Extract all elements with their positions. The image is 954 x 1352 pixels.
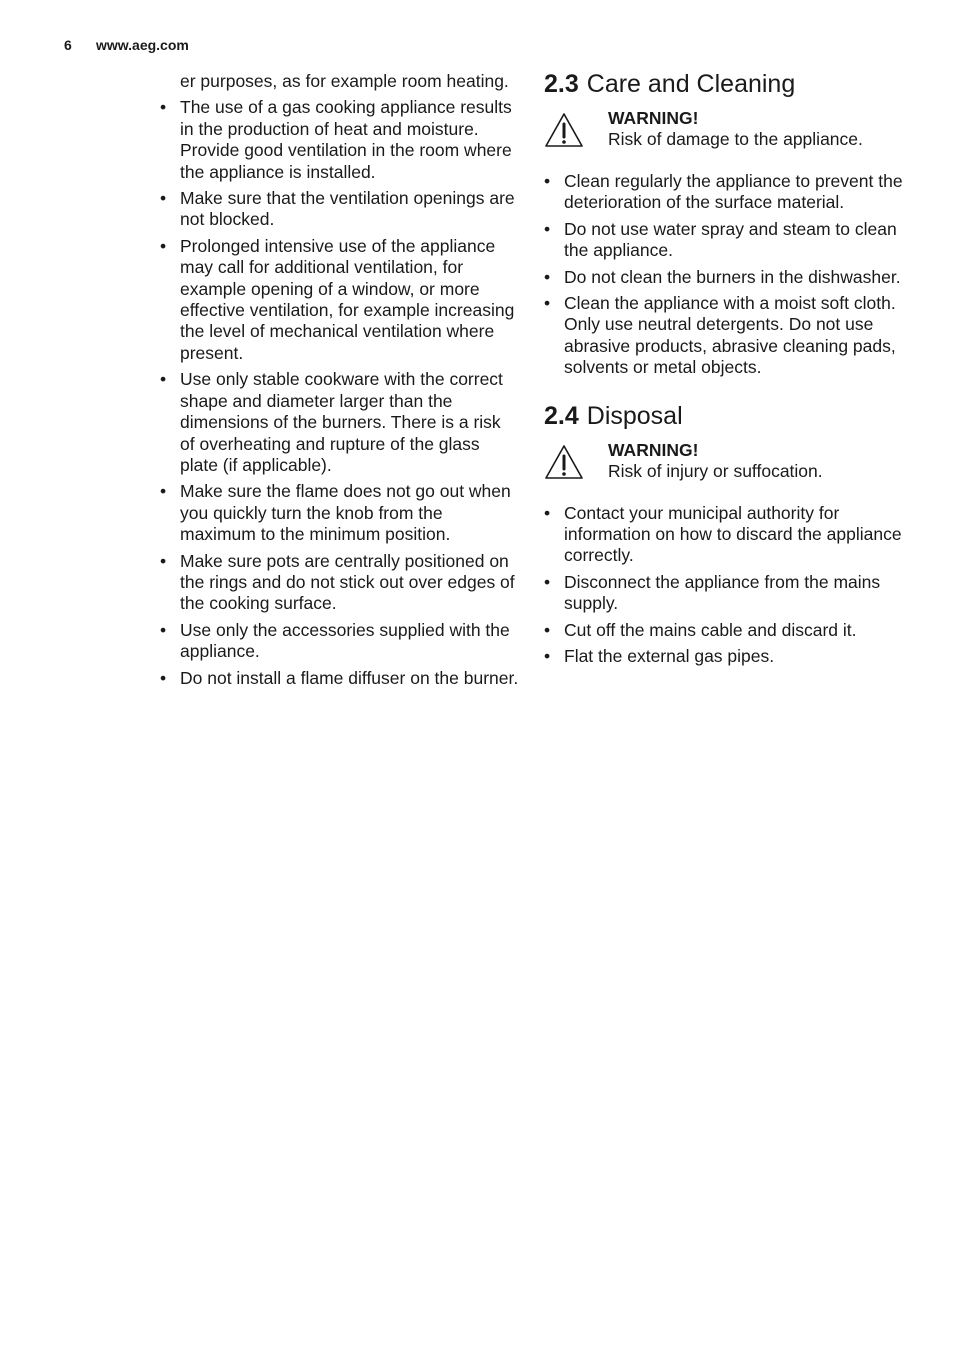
- list-item: • Contact your municipal authority for information on how to discard the appliance correctly.: [544, 502, 902, 566]
- section-number: 2.4: [544, 401, 579, 430]
- bullet-icon: •: [160, 550, 167, 571]
- care-list: [544, 171, 904, 379]
- warning-triangle-icon: [544, 444, 584, 480]
- section-number: 2.3: [544, 70, 579, 98]
- bullet-icon: •: [544, 293, 551, 314]
- bullet-icon: •: [544, 619, 551, 640]
- list-item: • Do not install a flame diffuser on the burner.: [160, 667, 519, 688]
- list-item: • Do not use water spray and steam to clean the appliance.: [544, 218, 897, 261]
- page-header: [64, 37, 189, 53]
- warning-text: Risk of injury or suffocation.: [608, 461, 823, 482]
- list-item: • Flat the external gas pipes.: [544, 646, 775, 667]
- list-item: • Cut off the mains cable and discard it.: [544, 619, 857, 640]
- list-item: • Clean regularly the appliance to prevent the deterioration of the surface material.: [544, 171, 903, 213]
- list-item: • The use of a gas cooking appliance results in the production of heat and moisture. Provide good ventilation in the room where the appliance is installed.: [160, 97, 512, 182]
- warning-box: [544, 108, 904, 154]
- left-column: [160, 71, 520, 694]
- bullet-icon: •: [160, 369, 167, 390]
- list-item: • Prolonged intensive use of the appliance may call for additional ventilation, for example opening of a window, or more effective ventilation, for example increasing the level of mechanical ventilation where present.: [160, 235, 515, 363]
- warning-title: WARNING!: [608, 439, 699, 460]
- section-heading: [544, 400, 904, 432]
- list-item: • Use only the accessories supplied with the appliance.: [160, 619, 510, 662]
- bullet-icon: •: [544, 502, 551, 523]
- warning-box: [544, 440, 904, 486]
- list-item: • Clean the appliance with a moist soft cloth. Only use neutral detergents. Do not use abrasive products, abrasive cleaning pads, solvents or metal objects.: [544, 293, 896, 378]
- bullet-icon: •: [160, 188, 167, 209]
- bullet-icon: •: [160, 667, 167, 688]
- safety-list: [160, 97, 520, 689]
- list-item: • Use only stable cookware with the correct shape and diameter larger than the dimensions of the burners. There is a risk of overheating and rupture of the glass plate (if applicable).: [160, 369, 503, 475]
- section-heading: [544, 68, 904, 100]
- bullet-icon: •: [544, 218, 551, 239]
- list-item: • Make sure that the ventilation openings are not blocked.: [160, 188, 515, 230]
- bullet-icon: •: [544, 171, 551, 191]
- page-number: 6: [64, 37, 72, 53]
- bullet-icon: •: [160, 97, 167, 118]
- bullet-icon: •: [544, 646, 551, 667]
- section-disposal: [544, 400, 904, 668]
- list-item: • Do not clean the burners in the dishwasher.: [544, 266, 901, 287]
- bullet-icon: •: [160, 481, 167, 502]
- header-url: www.aeg.com: [96, 37, 189, 53]
- warning-text: Risk of damage to the appliance.: [608, 129, 863, 150]
- list-item: • Disconnect the appliance from the mains supply.: [544, 571, 881, 614]
- warning-triangle-icon: [544, 112, 584, 148]
- continuation-text: er purposes, as for example room heating.: [180, 71, 509, 91]
- section-title: Disposal: [586, 401, 683, 430]
- bullet-icon: •: [160, 235, 167, 256]
- disposal-list: [544, 503, 904, 668]
- bullet-icon: •: [544, 266, 551, 287]
- bullet-icon: •: [544, 571, 551, 592]
- section-care-cleaning: [544, 68, 904, 379]
- section-title: Care and Cleaning: [586, 70, 796, 98]
- list-item: • Make sure pots are centrally positioned on the rings and do not stick out over edges of the cooking surface.: [160, 550, 515, 614]
- bullet-icon: •: [160, 619, 167, 640]
- list-item: • Make sure the flame does not go out when you quickly turn the knob from the maximum to the minimum position.: [160, 481, 511, 545]
- warning-title: WARNING!: [608, 108, 699, 128]
- right-column: [544, 68, 904, 673]
